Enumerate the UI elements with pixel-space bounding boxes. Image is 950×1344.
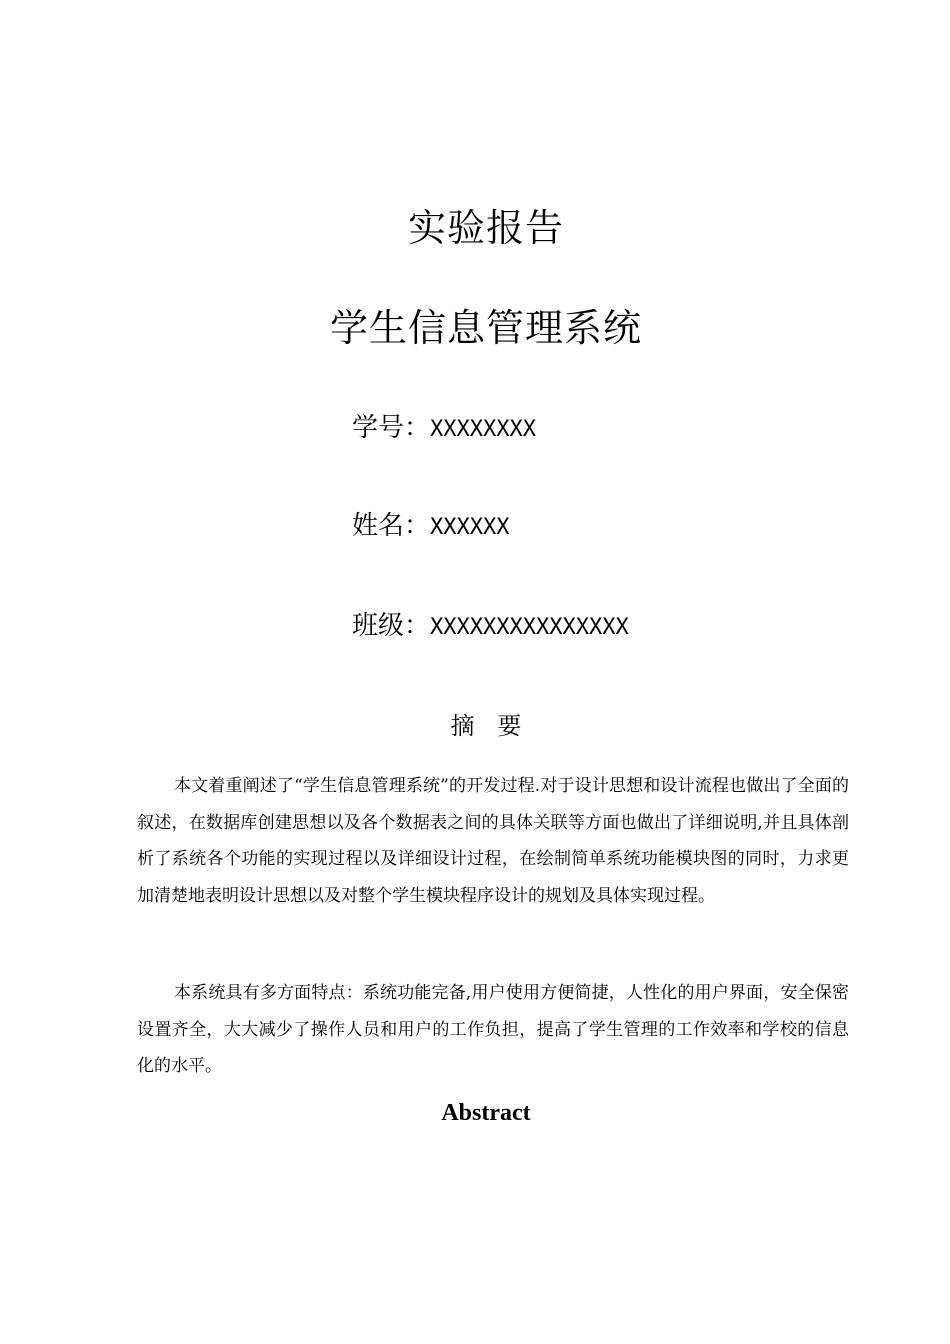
- student-id-value: XXXXXXXX: [430, 417, 536, 442]
- student-id-line: [352, 412, 536, 446]
- class-line: [352, 610, 629, 644]
- abstract-cn-paragraph: 本文着重阐述了“学生信息管理系统”的开发过程.对于设计思想和设计流程也做出了全面的叙述，在数据库创建思想以及各个数据表之间的具体关联等方面也做出了详细说明,并且具体剖析了系统各个功能的实现过程以及详细设计过程，在绘制简单系统功能模块图的同时，力求更加清楚地表明设计思想以及对整个学生模块程序设计的规划及具体实现过程。: [137, 776, 849, 906]
- class-value: XXXXXXXXXXXXXXX: [430, 615, 629, 640]
- name-line: [352, 510, 510, 544]
- student-id-label: 学号：: [352, 413, 431, 443]
- system-title: 学生信息管理系统: [329, 306, 642, 350]
- abstract-cn-heading: 摘 要: [450, 712, 522, 740]
- name-label: 姓名：: [352, 511, 431, 541]
- class-label: 班级：: [352, 611, 431, 641]
- abstract-cn-paragraph: 本系统具有多方面特点：系统功能完备,用户使用方便简捷，人性化的用户界面，安全保密设置齐全，大大减少了操作人员和用户的工作负担，提高了学生管理的工作效率和学校的信息化的水平。: [137, 983, 849, 1076]
- name-value: XXXXXX: [430, 515, 510, 540]
- abstract-en-heading: Abstract: [441, 1100, 531, 1126]
- report-title: 实验报告: [407, 206, 564, 250]
